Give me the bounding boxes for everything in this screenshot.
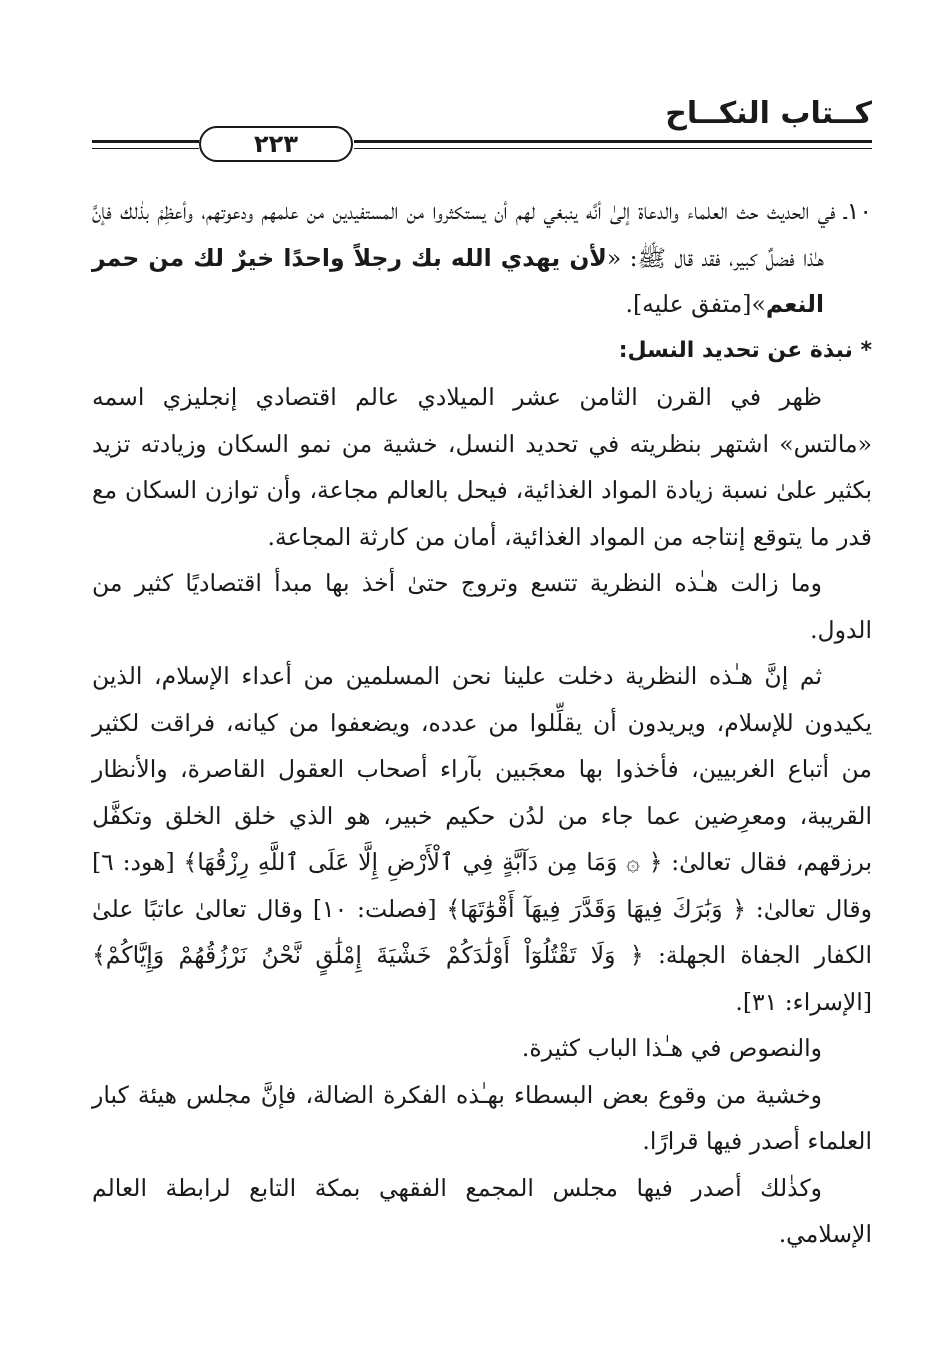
- point-text-start: ١٠ـ في الحديث حث العلماء والدعاة إلىٰ أنَّه ينبغي لهم أن يستكثروا من المستفيدين من علمهم ودعوتهم، وأعظِمْ بذٰلك فإنَّ هـٰذا فضلٌ كبير، فقد قال ﷺ: «: [92, 197, 872, 272]
- paragraph-text: ثم إنَّ هـٰذه النظرية دخلت علينا نحن المسلمين من أعداء الإسلام، الذين يكيدون للإسلام، ويريدون أن يقلِّلوا من عدده، ويضعفوا من كيانه، فراقت لكثير من أتباع الغربيين، فأخذوا بها معجَبين بآراء أصحاب العقول القاصرة، والأنظار القريبة، ومعرِضين عما جاء من لدُن حكيم خبير، هو الذي خلق الخلق وتكفَّل برزقهم، فقال تعالىٰ:: [92, 662, 872, 876]
- page-number: ٢٢٣: [199, 126, 353, 162]
- numbered-point-10: [92, 188, 872, 328]
- paragraph-texts: والنصوص في هـٰذا الباب كثيرة.: [521, 1034, 822, 1062]
- header-rule-left-thick: [92, 140, 199, 143]
- hadith-quote: لأن يهدي الله بك رجلاً واحدًا خيرٌ لك من حمر النعم: [92, 243, 824, 318]
- paragraph-fiqh-council: وكذٰلك أصدر فيها مجلس المجمع الفقهي بمكة التابع لرابطة العالم الإسلامي.: [92, 1173, 872, 1248]
- verse-reference: [الإسراء: ٣١].: [735, 987, 872, 1016]
- header-rule-left-thin: [92, 148, 199, 149]
- header-rule-right-thin: [354, 148, 872, 149]
- quran-verse-hud: ﴿ ۞ وَمَا مِن دَآبَّةٍ فِي ٱلْأَرْضِ إِلَّا عَلَى ٱللَّهِ رِزْقُهَا﴾: [183, 848, 663, 876]
- book-title: كــتاب النكــاح: [665, 96, 872, 131]
- paragraph-scholars: وخشية من وقوع بعض البسطاء بهـٰذه الفكرة الضالة، فإنَّ مجلس هيئة كبار العلماء أصدر فيها قرارًا.: [92, 1080, 872, 1155]
- hadith-reference: »[متفق عليه].: [625, 290, 766, 318]
- verse-reference: [فصلت: ١٠] وقال تعالىٰ عاتبًا علىٰ الكفار الجفاة الجهلة:: [92, 894, 872, 969]
- header-rule-right-thick: [354, 140, 872, 143]
- paragraph-spread: وما زالت هـٰذه النظرية تتسع وتروج حتىٰ أخذ بها مبدأ اقتصاديًا كثير من الدول.: [92, 569, 872, 644]
- page-header: [92, 96, 872, 166]
- quran-verse-isra: ﴿ وَلَا تَقْتُلُوٓاْ أَوْلَٰدَكُمْ خَشْيَةَ إِمْلَٰقٍ نَّحْنُ نَرْزُقُهُمْ وَإِيَّاكُمْ﴾: [92, 941, 644, 969]
- paragraph-enemies: [92, 653, 872, 1025]
- quran-verse-fussilat: ﴿ وَبَٰرَكَ فِيهَا وَقَدَّرَ فِيهَآ أَقْوَٰتَهَا﴾: [446, 894, 747, 923]
- verse-reference: [هود: ٦] وقال تعالىٰ:: [92, 848, 873, 923]
- paragraph-malthus: ظهر في القرن الثامن عشر الميلادي عالم اقتصادي إنجليزي اسمه «مالتس» اشتهر بنظريته في تحديد النسل، خشية من نمو السكان وزيادته تزيد بكثير علىٰ نسبة زيادة المواد الغذائية، فيحل بالعالم مجاعة، وأن توازن السكان مع قدر ما يتوقع إنتاجه من المواد الغذائية، أمان من كارثة المجاعة.: [92, 383, 872, 551]
- page-body: [92, 188, 872, 1258]
- section-heading: * نبذة عن تحديد النسل:: [618, 337, 872, 363]
